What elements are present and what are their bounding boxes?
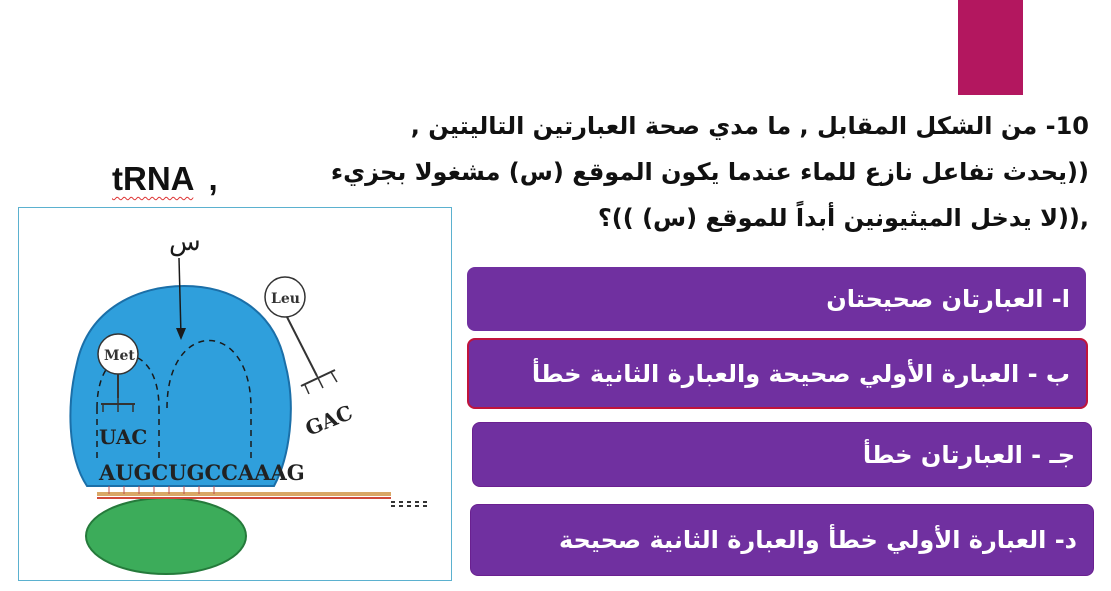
- leu-label: Leu: [271, 291, 300, 307]
- answer-option-b[interactable]: ب - العبارة الأولي صحيحة والعبارة الثانية خطأ: [467, 338, 1088, 409]
- mrna-sequence: AUGCUGCCAAAG: [99, 460, 305, 485]
- anticodon-right: GAC: [301, 400, 356, 441]
- answer-option-a[interactable]: ا- العبارتان صحيحتان: [467, 267, 1086, 331]
- site-label: س: [169, 227, 201, 257]
- anticodon-left: UAC: [99, 425, 148, 449]
- question-line-3: ,((لا يدخل الميثيونين أبداً للموقع (س) ))؟: [597, 204, 1089, 232]
- met-label: Met: [104, 348, 135, 364]
- accent-bar: [958, 0, 1023, 95]
- answer-option-d[interactable]: د- العبارة الأولي خطأ والعبارة الثانية صحيحة: [470, 504, 1094, 576]
- answer-option-c[interactable]: جـ - العبارتان خطأ: [472, 422, 1092, 487]
- ribosome-figure: [18, 207, 452, 581]
- ribosome-diagram: [19, 208, 451, 580]
- question-line-2: ((يحدث تفاعل نازع للماء عندما يكون الموقع (س) مشغولا بجزيء: [330, 158, 1089, 186]
- trna-word: tRNA: [112, 160, 194, 197]
- trna-label: [112, 160, 218, 198]
- small-subunit: [86, 498, 246, 574]
- question-line-1: 10- من الشكل المقابل , ما مدي صحة العبارتين التاليتين ,: [410, 112, 1089, 140]
- trna-comma: ,: [208, 160, 218, 197]
